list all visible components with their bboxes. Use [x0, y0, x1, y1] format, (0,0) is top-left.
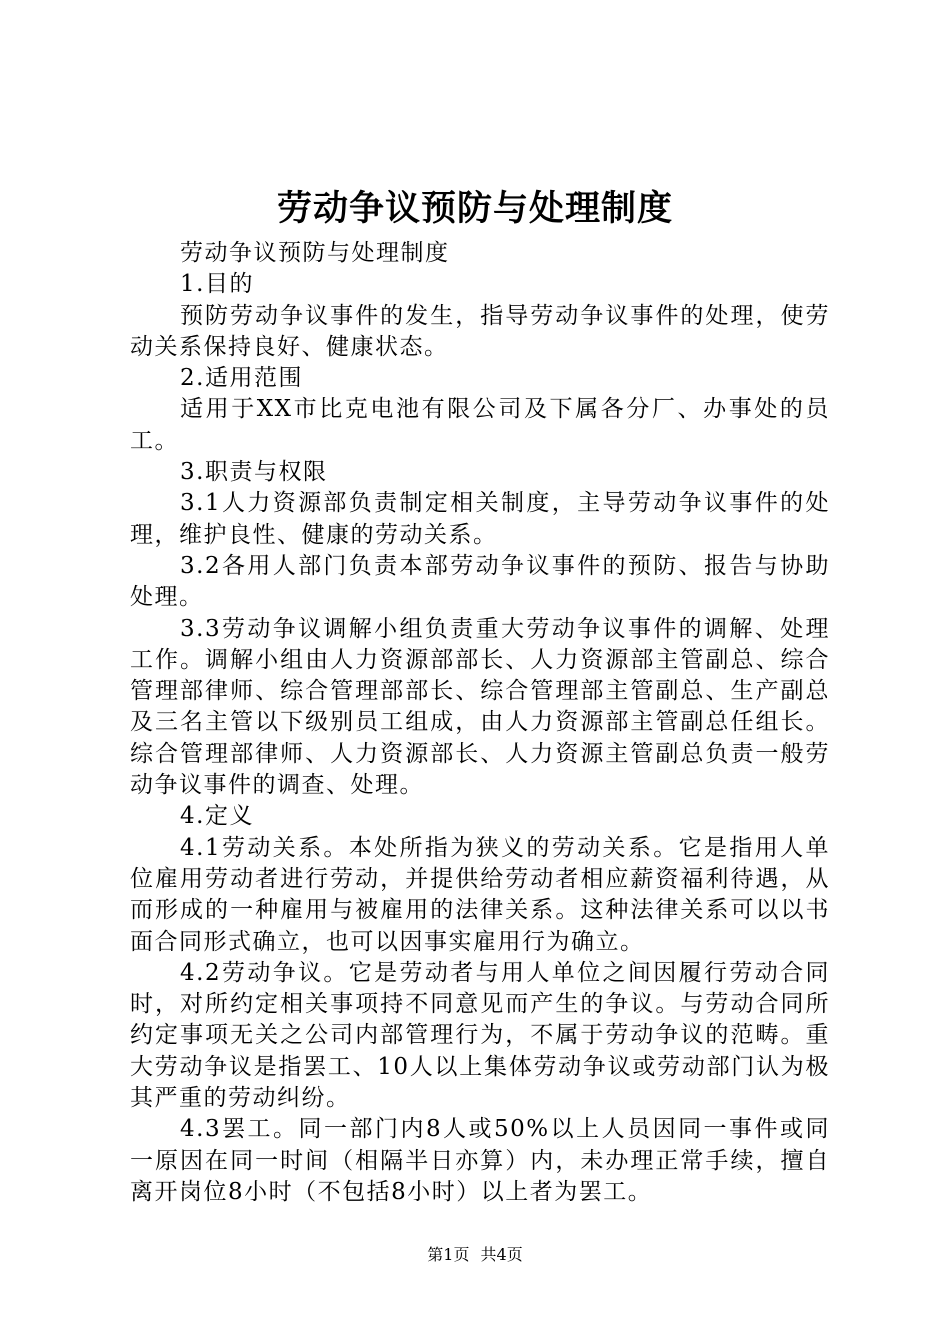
- document-body: [130, 238, 830, 1208]
- paragraph: 4.3罢工。同一部门内8人或50%以上人员因同一事件或同一原因在同一时间（相隔半日亦算）内，未办理正常手续，擅自离开岗位8小时（不包括8小时）以上者为罢工。: [130, 1116, 830, 1205]
- section-heading: 1.目的: [180, 271, 254, 298]
- section-heading: 3.职责与权限: [180, 459, 328, 486]
- section-heading: 4.定义: [180, 803, 254, 830]
- paragraph: 3.1人力资源部负责制定相关制度，主导劳动争议事件的处理，维护良性、健康的劳动关系。: [130, 490, 830, 548]
- page-total: 共4页: [480, 1245, 523, 1264]
- paragraph: 4.2劳动争议。它是劳动者与用人单位之间因履行劳动合同时，对所约定相关事项持不同意见而产生的争议。与劳动合同所约定事项无关之公司内部管理行为，不属于劳动争议的范畴。重大劳动争议是指罢工、10人以上集体劳动争议或劳动部门认为极其严重的劳动纠纷。: [130, 959, 830, 1112]
- paragraph: 预防劳动争议事件的发生，指导劳动争议事件的处理，使劳动关系保持良好、健康状态。: [130, 302, 830, 360]
- paragraph: 适用于XX市比克电池有限公司及下属各分厂、办事处的员工。: [130, 396, 830, 454]
- page-number: 第1页: [427, 1245, 470, 1264]
- section-heading: 2.适用范围: [180, 365, 303, 392]
- paragraph: 4.1劳动关系。本处所指为狭义的劳动关系。它是指用人单位雇用劳动者进行劳动，并提供给劳动者相应薪资福利待遇，从而形成的一种雇用与被雇用的法律关系。这种法律关系可以以书面合同形式确立，也可以因事实雇用行为确立。: [130, 834, 830, 955]
- paragraph: 3.3劳动争议调解小组负责重大劳动争议事件的调解、处理工作。调解小组由人力资源部部长、人力资源部主管副总、综合管理部律师、综合管理部部长、综合管理部主管副总、生产副总及三名主管以下级别员工组成，由人力资源部主管副总任组长。综合管理部律师、人力资源部长、人力资源主管副总负责一般劳动争议事件的调查、处理。: [130, 615, 830, 799]
- document-title: 劳动争议预防与处理制度: [276, 188, 673, 229]
- paragraph: 劳动争议预防与处理制度: [180, 240, 450, 266]
- paragraph: 3.2各用人部门负责本部劳动争议事件的预防、报告与协助处理。: [130, 552, 830, 611]
- page-footer: [0, 1245, 950, 1265]
